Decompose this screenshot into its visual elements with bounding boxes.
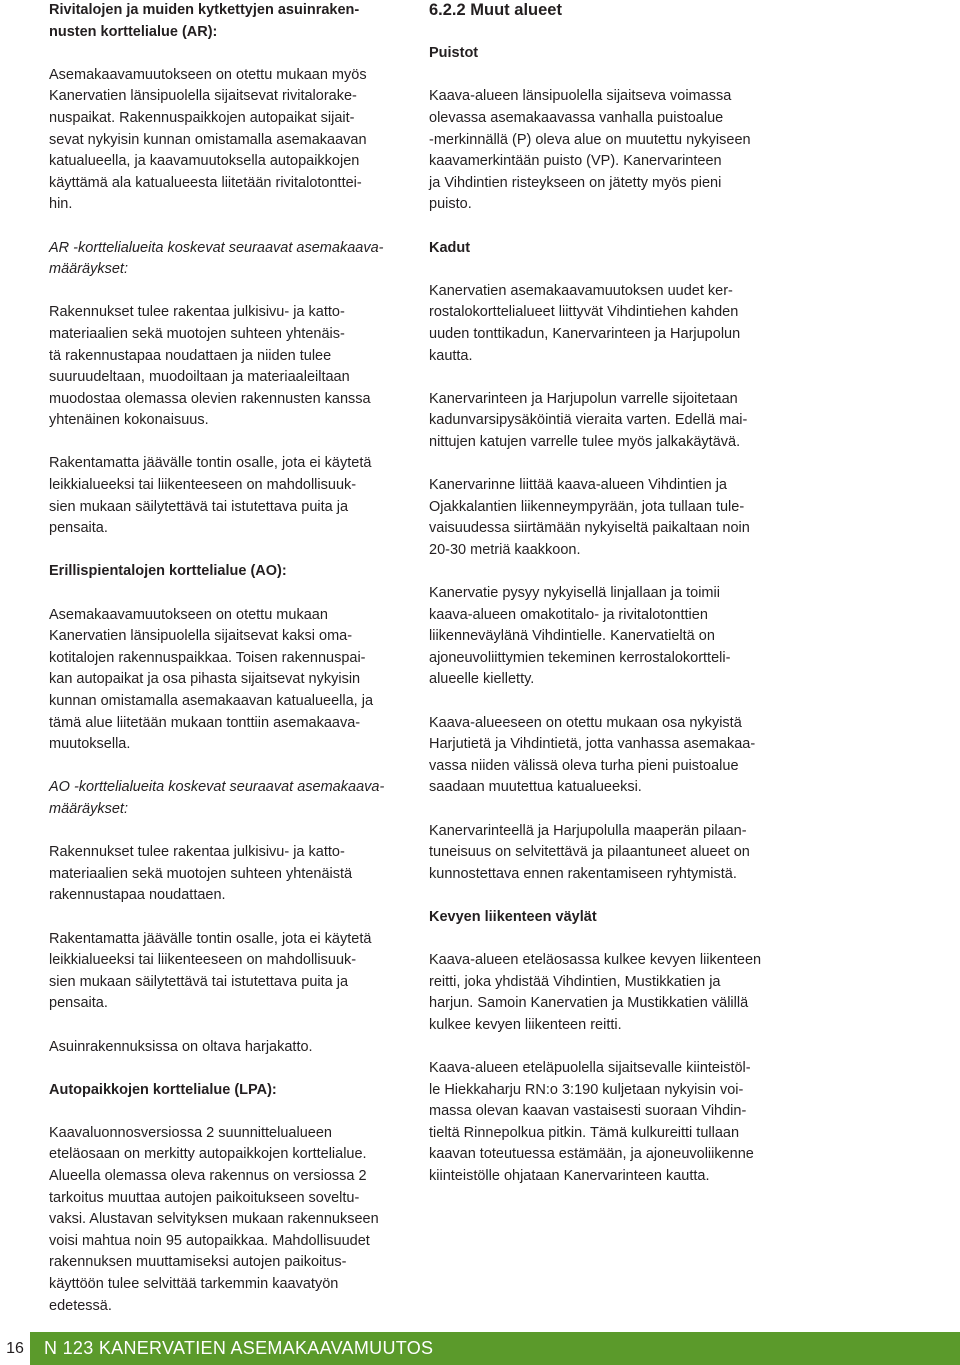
- paragraph: Kanervarinne liittää kaava-alueen Vihdintien ja Ojakkalantien liikenneympyrään, jota tullaan tule- vaisuudessa siirtämään nykyiseltä paikaltaan noin 20-30 metriä kaakkoon.: [429, 477, 750, 558]
- paragraph: Kaava-alueen eteläosassa kulkee kevyen liikenteen reitti, joka yhdistää Vihdintien, Mustikkatien ja harjun. Samoin Kanervatien ja Mustikkatien välillä kulkee kevyen liikenteen reitti.: [429, 952, 762, 1033]
- paragraph: Asemakaavamuutokseen on otettu mukaan myös Kanervatien länsipuolella sijaitsevat rivitalorake- nuspaikat. Rakennuspaikkojen autopaikat sijait- sevat nykyisin kunnan omistamalla asemakaavan katualueella, ja kaavamuutoksella autopaikkojen käyttämä ala katualueesta liitetään rivitalotonttei- hin.: [49, 66, 367, 213]
- section-subheading: Kadut: [429, 239, 471, 256]
- paragraph: Kaava-alueen länsipuolella sijaitseva voimassa olevassa asemakaavassa vanhalla puistoalue -merkinnällä (P) oleva alue on muutettu nykyiseen kaavamerkintään puisto (VP). Kanervarinteen ja Vihdintien risteykseen on jätetty myös pieni puisto.: [429, 88, 751, 213]
- document-title: N 123 KANERVATIEN ASEMAKAAVAMUUTOS: [44, 1338, 434, 1358]
- right-column-body: [429, 43, 779, 1187]
- section-subheading: Autopaikkojen korttelialue (LPA):: [49, 1081, 277, 1098]
- right-column: [429, 0, 779, 1209]
- page-footer: [0, 1332, 960, 1365]
- paragraph: Kanervarinteellä ja Harjupolulla maaperän pilaan- tuneisuus on selvitettävä ja pilaantuneet alueet on kunnostettava ennen rakentamiseen ryhtymistä.: [429, 822, 750, 882]
- paragraph: Rakentamatta jäävälle tontin osalle, jota ei käytetä leikkialueeksi tai liikenteeseen on mahdollisuuk- sien mukaan säilytettävä tai istutettava puita ja pensaita.: [49, 930, 372, 1012]
- paragraph: Kanervarinteen ja Harjupolun varrelle sijoitetaan kadunvarsipysäköintiä vieraita varten. Edellä mai- nittujen katujen varrelle tulee myös jalkakäytävä.: [429, 390, 748, 450]
- section-subheading: Erillispientalojen korttelialue (AO):: [49, 563, 287, 580]
- left-column: [49, 0, 399, 1339]
- paragraph: Asuinrakennuksissa on oltava harjakatto.: [49, 1038, 313, 1055]
- paragraph: Kaava-alueeseen on otettu mukaan osa nykyistä Harjutietä ja Vihdintietä, jotta vanhassa asemakaa- vassa niiden välissä oleva turha pieni puistoalue saadaan muutettua katualueeksi.: [429, 714, 756, 796]
- section-subheading: Kevyen liikenteen väylät: [429, 908, 597, 925]
- section-subheading: Rivitalojen ja muiden kytkettyjen asuinraken- nusten korttelialue (AR):: [49, 2, 360, 40]
- paragraph: Kaavaluonnosversiossa 2 suunnittelualueen eteläosaan on merkitty autopaikkojen korttelialue. Alueella olemassa oleva rakennus on versiossa 2 tarkoitus muuttaa autojen paikoitukseen soveltu- vaksi. Alustavan selvityksen mukaan rakennukseen voisi mahtua noin 95 autopaikkaa. Mahdollisuudet rakennuksen muuttamiseksi autojen paikoitus- käyttöön tulee selvittää tarkemmin kaavatyön edetessä.: [49, 1124, 379, 1314]
- section-subheading: Puistot: [429, 45, 479, 62]
- section-heading: 6.2.2 Muut alueet: [429, 1, 562, 19]
- paragraph: Rakentamatta jäävälle tontin osalle, jota ei käytetä leikkialueeksi tai liikenteeseen on mahdollisuuk- sien mukaan säilytettävä tai istutettava puita ja pensaita.: [49, 455, 372, 537]
- paragraph: Rakennukset tulee rakentaa julkisivu- ja katto- materiaalien sekä muotojen suhteen yhtenäis- tä rakennustapaa noudattaen ja niiden tulee suuruudeltaan, muodoiltaan ja materiaaleiltaan muodostaa olemassa olevien rakennusten kanssa yhtenäinen kokonaisuus.: [49, 304, 371, 429]
- paragraph: Rakennukset tulee rakentaa julkisivu- ja katto- materiaalien sekä muotojen suhteen yhtenäistä rakennustapaa noudattaen.: [49, 844, 353, 904]
- paragraph: AR -korttelialueita koskevat seuraavat asemakaava- määräykset:: [49, 239, 384, 278]
- paragraph: Kanervatie pysyy nykyisellä linjallaan ja toimii kaava-alueen omakotitalo- ja rivitalotonttien liikenneväylänä Vihdintielle. Kanervatieltä on ajoneuvoliittymien tekeminen kerrostalokortteli- alueelle kielletty.: [429, 585, 731, 688]
- paragraph: Kanervatien asemakaavamuutoksen uudet ker- rostalokorttelialueet liittyvät Vihdintiehen kahden uuden tonttikadun, Kanervarinteen ja Harjupolun kautta.: [429, 282, 741, 364]
- footer-band: [30, 1332, 960, 1365]
- page-number: 16: [6, 1340, 24, 1357]
- paragraph: Asemakaavamuutokseen on otettu mukaan Kanervatien länsipuolella sijaitsevat kaksi oma- kotitalojen rakennuspaikkaa. Toisen rakennuspai- kan autopaikat ja osa pihasta sijaitsevat nykyisin kunnan omistamalla asemakaavan katualueella, ja tämä alue liitetään mukaan tonttiin asemakaava- muutoksella.: [49, 606, 374, 753]
- paragraph: AO -korttelialueita koskevat seuraavat asemakaava- määräykset:: [49, 779, 385, 817]
- paragraph: Kaava-alueen eteläpuolella sijaitsevalle kiinteistöl- le Hiekkaharju RN:o 3:190 kuljetaan nykyisin voi- massa olevan kaavan vastaisesti suoraan Vihdin- tieltä Rinnepolkua pitkin. Tämä kulkureitti tullaan kaavan toteutuessa estämään, ja ajoneuvoliikenne kiinteistölle ohjataan Kanervarinteen kautta.: [429, 1060, 754, 1185]
